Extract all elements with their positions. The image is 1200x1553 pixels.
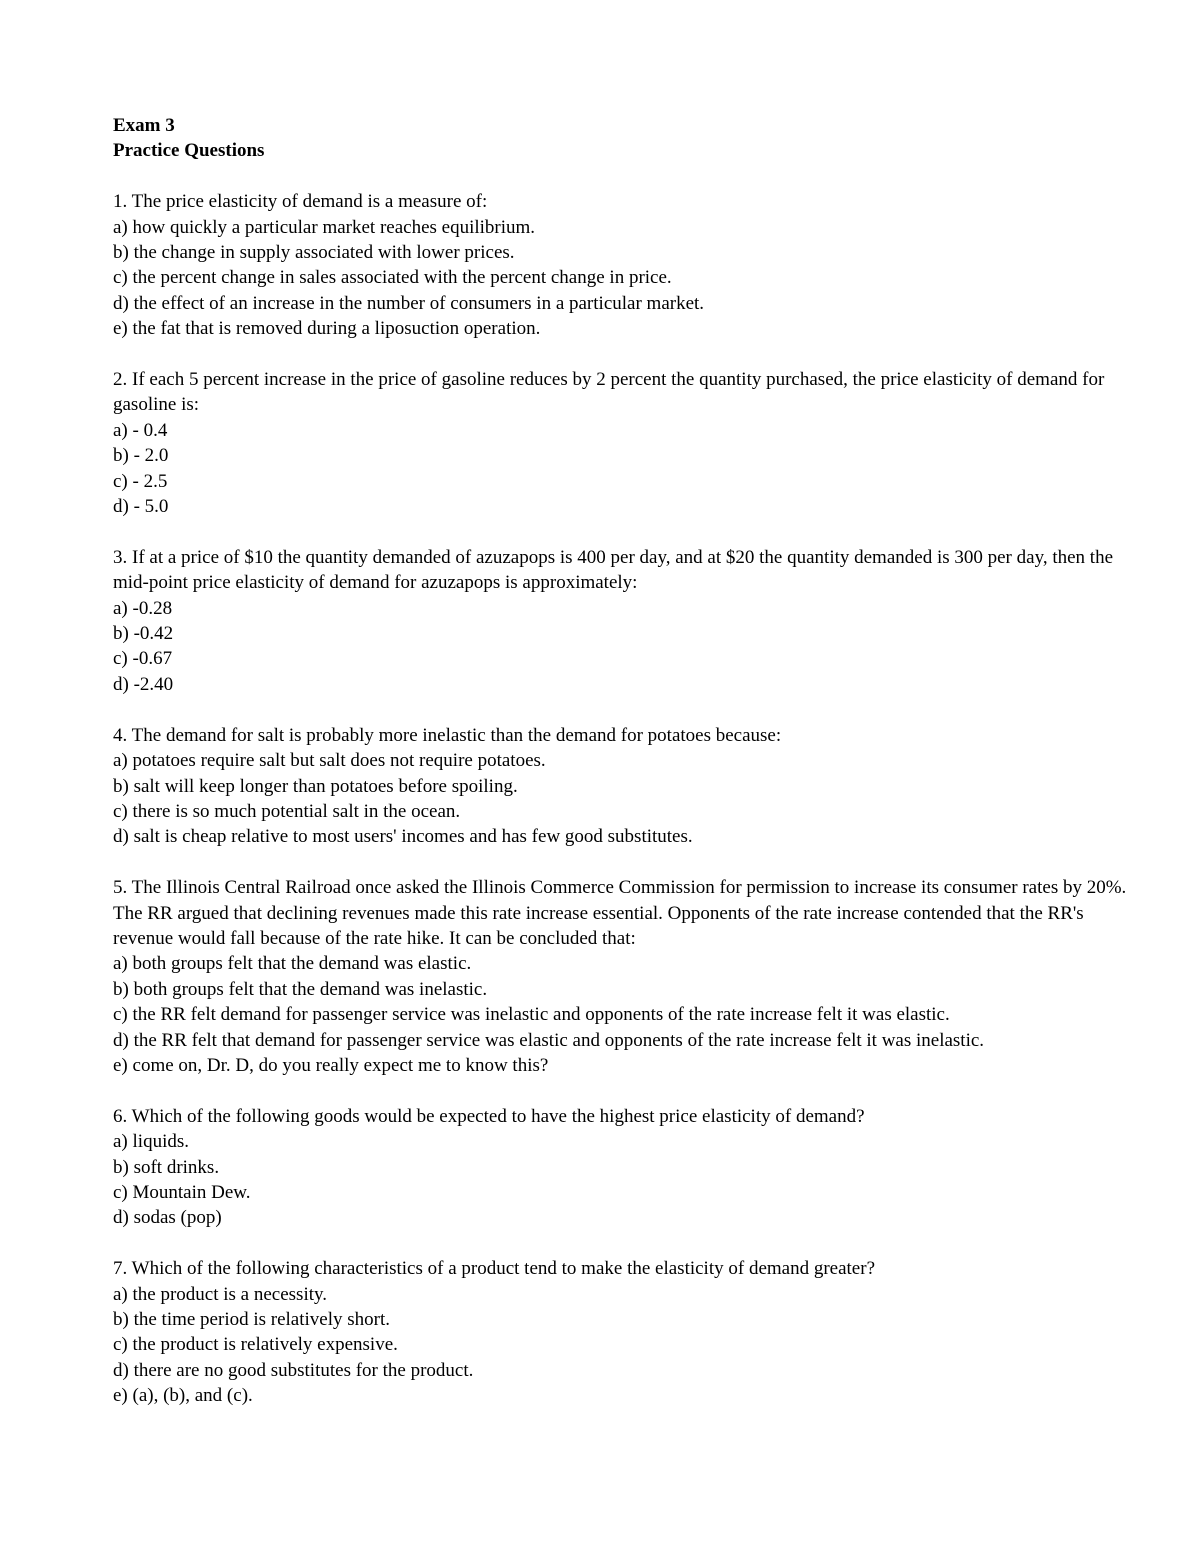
question-stem: 4. The demand for salt is probably more inelastic than the demand for potatoes because: <box>113 724 782 746</box>
answer-option: a) -0.28 <box>113 597 173 619</box>
answer-option: a) both groups felt that the demand was elastic. <box>113 953 472 975</box>
question-stem: 1. The price elasticity of demand is a measure of: <box>113 191 488 213</box>
answer-option: a) liquids. <box>113 1131 189 1153</box>
answer-option: a) the product is a necessity. <box>113 1283 328 1305</box>
answer-option: b) the time period is relatively short. <box>113 1308 391 1330</box>
question-stem: 3. If at a price of $10 the quantity demanded of azuzapops is 400 per day, and at $20 the quantity demanded is 300 per day, then the mid-point price elasticity of demand for azuzapops is approximately: <box>113 546 1114 594</box>
question-3 <box>113 545 1133 697</box>
answer-option: b) salt will keep longer than potatoes before spoiling. <box>113 775 518 797</box>
answer-option: b) soft drinks. <box>113 1156 220 1178</box>
answer-option: d) - 5.0 <box>113 496 169 518</box>
question-stem: 2. If each 5 percent increase in the price of gasoline reduces by 2 percent the quantity purchased, the price elasticity of demand for gasoline is: <box>113 369 1105 416</box>
exam-title: Exam 3 <box>113 115 175 136</box>
answer-option: d) salt is cheap relative to most users' incomes and has few good substitutes. <box>113 826 693 848</box>
answer-option: c) -0.67 <box>113 648 173 670</box>
question-stem: 6. Which of the following goods would be expected to have the highest price elasticity of demand? <box>113 1105 865 1127</box>
answer-option: b) - 2.0 <box>113 445 169 467</box>
question-list <box>113 189 1133 1408</box>
question-stem: 7. Which of the following characteristics of a product tend to make the elasticity of demand greater? <box>113 1258 876 1280</box>
exam-subtitle: Practice Questions <box>113 140 265 162</box>
document-page <box>113 113 1133 1434</box>
answer-option: d) -2.40 <box>113 673 174 695</box>
question-7 <box>113 1256 1133 1408</box>
answer-option: a) how quickly a particular market reaches equilibrium. <box>113 216 536 238</box>
answer-option: b) -0.42 <box>113 623 174 645</box>
answer-option: c) the percent change in sales associated with the percent change in price. <box>113 267 672 289</box>
answer-option: c) there is so much potential salt in the ocean. <box>113 800 461 822</box>
question-5 <box>113 875 1133 1078</box>
spacer <box>113 164 1133 189</box>
answer-option: e) the fat that is removed during a liposuction operation. <box>113 318 541 340</box>
answer-option: a) - 0.4 <box>113 419 168 441</box>
answer-option: c) - 2.5 <box>113 470 168 492</box>
answer-option: c) the RR felt demand for passenger service was inelastic and opponents of the rate increase felt it was elastic. <box>113 1004 950 1026</box>
answer-option: e) come on, Dr. D, do you really expect me to know this? <box>113 1054 549 1076</box>
answer-option: d) the effect of an increase in the number of consumers in a particular market. <box>113 292 705 314</box>
answer-option: b) the change in supply associated with lower prices. <box>113 242 515 264</box>
answer-option: e) (a), (b), and (c). <box>113 1385 253 1407</box>
answer-option: a) potatoes require salt but salt does not require potatoes. <box>113 750 546 772</box>
question-1 <box>113 189 1133 341</box>
answer-option: c) the product is relatively expensive. <box>113 1334 398 1356</box>
answer-option: c) Mountain Dew. <box>113 1181 251 1203</box>
answer-option: d) sodas (pop) <box>113 1207 222 1229</box>
question-6 <box>113 1104 1133 1231</box>
question-stem: 5. The Illinois Central Railroad once asked the Illinois Commerce Commission for permission to increase its consumer rates by 20%. The RR argued that declining revenues made this rate increase essential. Opponents of the rate increase contended that the RR's revenue would fall because of the rate hike. It can be concluded that: <box>113 877 1127 949</box>
question-4 <box>113 723 1133 850</box>
answer-option: d) there are no good substitutes for the product. <box>113 1359 474 1381</box>
answer-option: b) both groups felt that the demand was inelastic. <box>113 978 488 1000</box>
answer-option: d) the RR felt that demand for passenger service was elastic and opponents of the rate increase felt it was inelastic. <box>113 1029 985 1051</box>
question-2 <box>113 367 1133 519</box>
